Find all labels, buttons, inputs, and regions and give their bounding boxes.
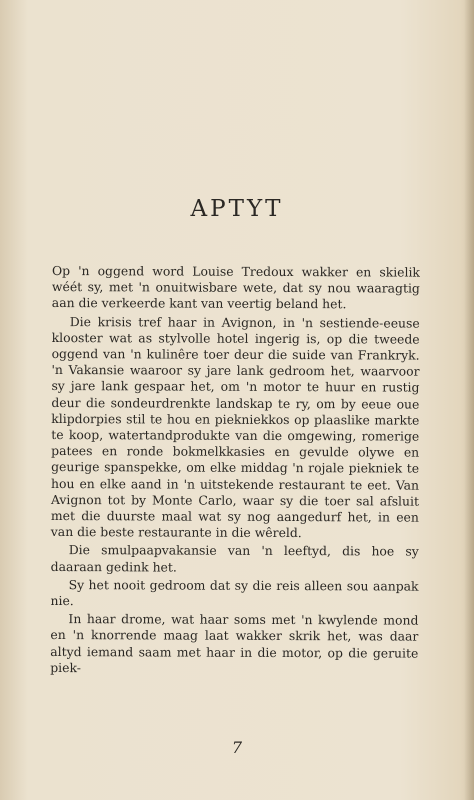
paragraph-1: Op 'n oggend word Louise Tredoux wakker en skielik wéét sy, met 'n onuitwisbare wete, dat sy nou waaragtig aan die verkeerde kant van veertig beland het. xyxy=(51,263,420,312)
body-text xyxy=(50,263,420,680)
page-number: 7 xyxy=(231,738,243,757)
paragraph-2: Die krisis tref haar in Avignon, in 'n sestiende-eeuse klooster wat as stylvolle hotel ingerig is, op die tweede oggend van 'n kulinêre toer deur die suide van Frankryk. 'n Vakansie waaroor sy jare lank gedroom het, waarvoor sy jare lank gespaar het, om 'n motor te huur en rustig deur die sondeurdrenkte landskap te ry, om by eeue oue klipdorpies stil te hou en piekniekkos op plaaslike markte te koop, watertandprodukte van die omgewing, romerige patees en ronde bokmelkkasies en gevulde olywe en geurige spanspekke, om elke middag 'n rojale piekniek te hou en elke aand in 'n uitstekende restaurant te eet. Van Avignon tot by Monte Carlo, waar sy die toer sal afsluit met die duurste maal wat sy nog aangedurf het, in een van die beste restaurante in die wêreld. xyxy=(50,313,420,541)
paragraph-3: Die smulpaapvakansie van 'n leeftyd, dis hoe sy daaraan gedink het. xyxy=(50,542,419,575)
paragraph-5: In haar drome, wat haar soms met 'n kwylende mond en 'n knorrende maag laat wakker skrik het, was daar altyd iemand saam met haar in die motor, op die geruite piek- xyxy=(50,611,419,676)
paragraph-4: Sy het nooit gedroom dat sy die reis alleen sou aanpak nie. xyxy=(50,576,419,609)
chapter-title: APTYT xyxy=(190,196,284,222)
